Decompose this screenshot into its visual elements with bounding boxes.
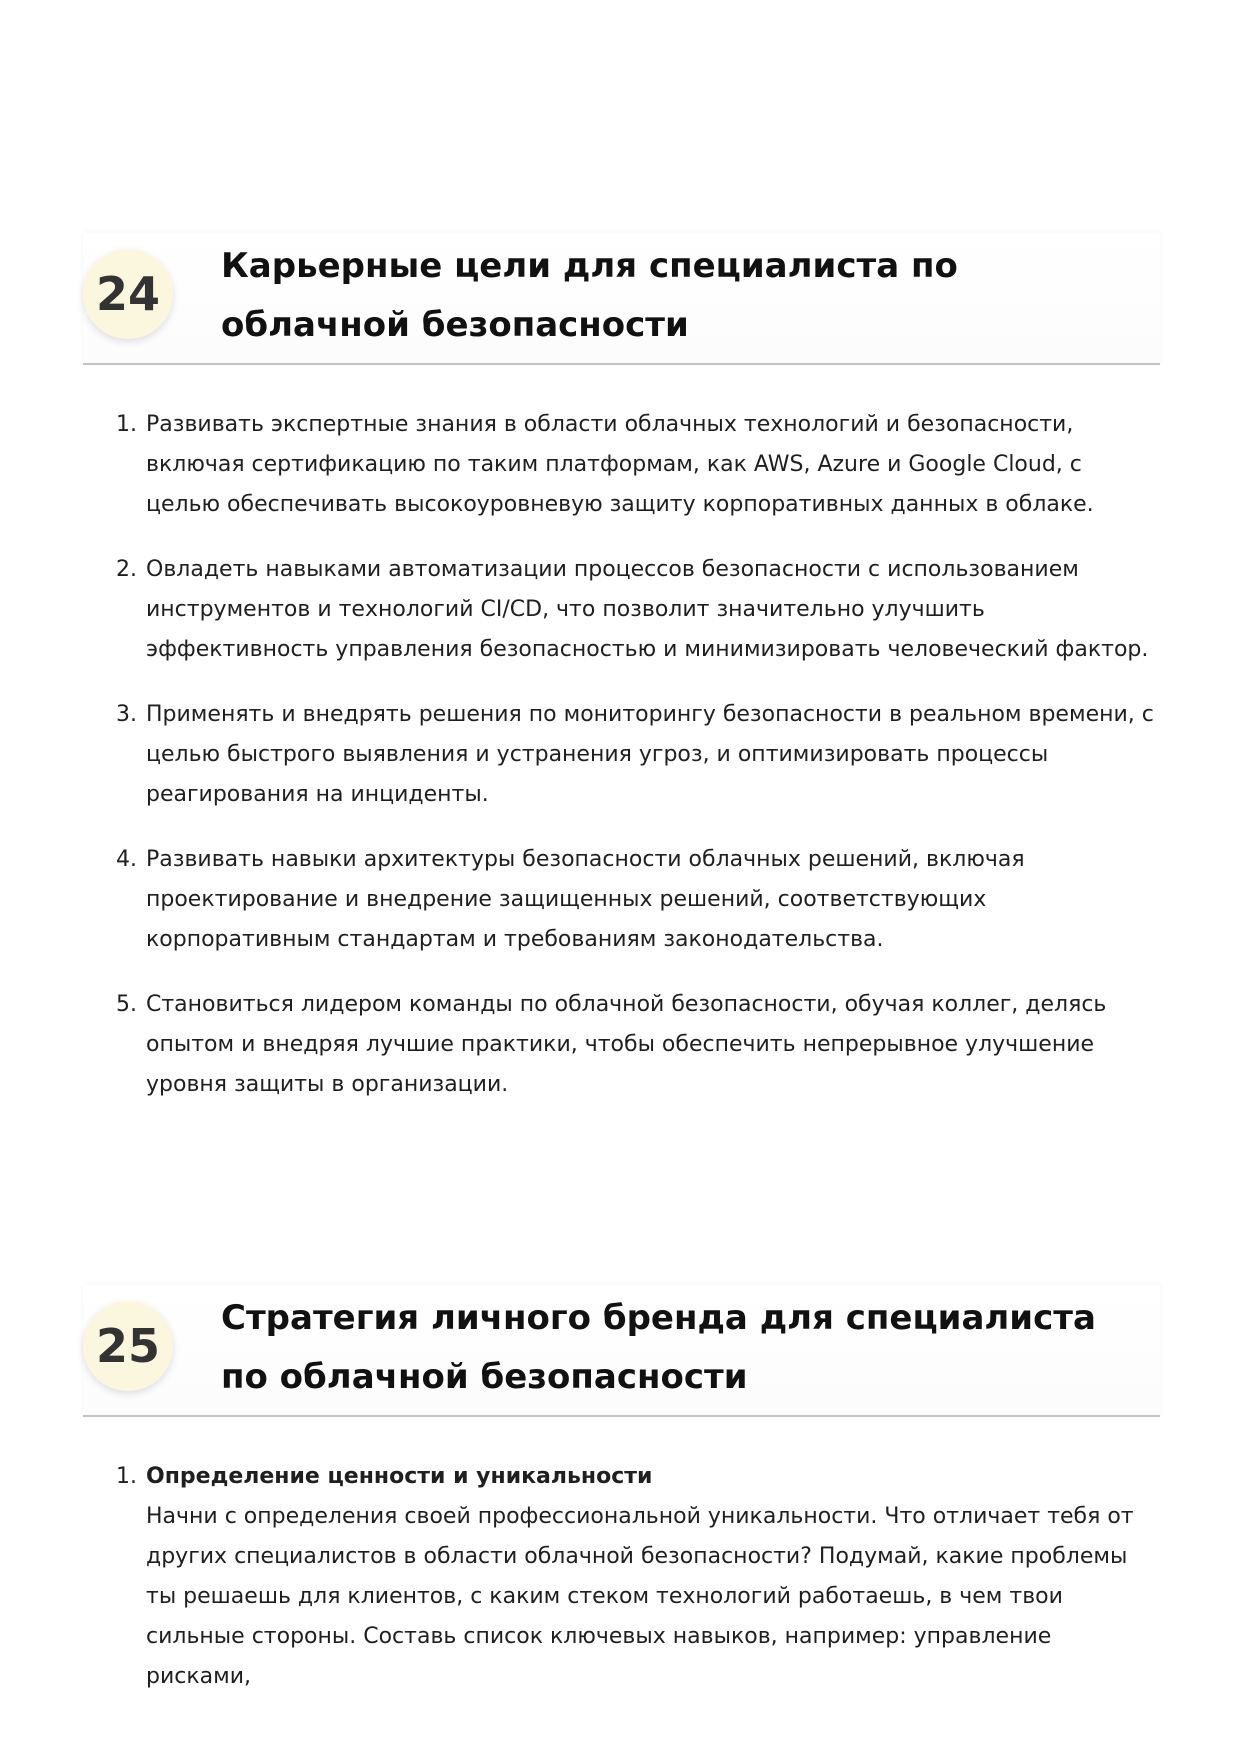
list-item	[116, 405, 1161, 525]
career-goals-list	[116, 405, 1161, 1130]
list-item-number: 1.	[116, 412, 137, 437]
list-item	[116, 985, 1161, 1105]
list-item	[116, 550, 1161, 670]
section-24-header	[83, 233, 1160, 365]
list-item-title: Определение ценности и уникальности	[146, 1464, 653, 1489]
list-item-text: Применять и внедрять решения по мониторингу безопасности в реальном времени, с целью быстрого выявления и устранения угроз, и оптимизировать процессы реагирования на инциденты.	[146, 702, 1154, 807]
list-item-text: Развивать навыки архитектуры безопасности облачных решений, включая проектирование и внедрение защищенных решений, соответствующих корпоративным стандартам и требованиям законодательства.	[146, 847, 1025, 952]
list-item	[116, 1457, 1161, 1697]
section-number-badge: 25	[83, 1301, 173, 1391]
section-25-header	[83, 1285, 1160, 1417]
list-item	[116, 840, 1161, 960]
list-item-number: 3.	[116, 702, 137, 727]
list-item-text: Начни с определения своей профессиональной уникальности. Что отличает тебя от других специалистов в области облачной безопасности? Подумай, какие проблемы ты решаешь для клиентов, с каким стеком технологий работаешь, в чем твои сильные стороны. Составь список ключевых навыков, например: управление рисками,	[146, 1504, 1134, 1689]
section-number-badge: 24	[83, 249, 173, 339]
brand-strategy-list	[116, 1457, 1161, 1722]
list-item-text: Развивать экспертные знания в области облачных технологий и безопасности, включая сертификацию по таким платформам, как AWS, Azure и Google Cloud, с целью обеспечивать высокоуровневую защиту корпоративных данных в облаке.	[146, 412, 1094, 517]
list-item-number: 5.	[116, 992, 137, 1017]
list-item-number: 4.	[116, 847, 137, 872]
section-title: Карьерные цели для специалиста по облачной безопасности	[221, 246, 958, 345]
list-item-text: Становиться лидером команды по облачной безопасности, обучая коллег, делясь опытом и внедряя лучшие практики, чтобы обеспечить непрерывное улучшение уровня защиты в организации.	[146, 992, 1107, 1097]
list-item-number: 2.	[116, 557, 137, 582]
list-item-text: Овладеть навыками автоматизации процессов безопасности с использованием инструментов и технологий CI/CD, что позволит значительно улучшить эффективность управления безопасностью и минимизировать человеческий фактор.	[146, 557, 1149, 662]
list-item-number: 1.	[116, 1464, 137, 1489]
list-item	[116, 695, 1161, 815]
section-title: Стратегия личного бренда для специалиста по облачной безопасности	[221, 1298, 1096, 1397]
